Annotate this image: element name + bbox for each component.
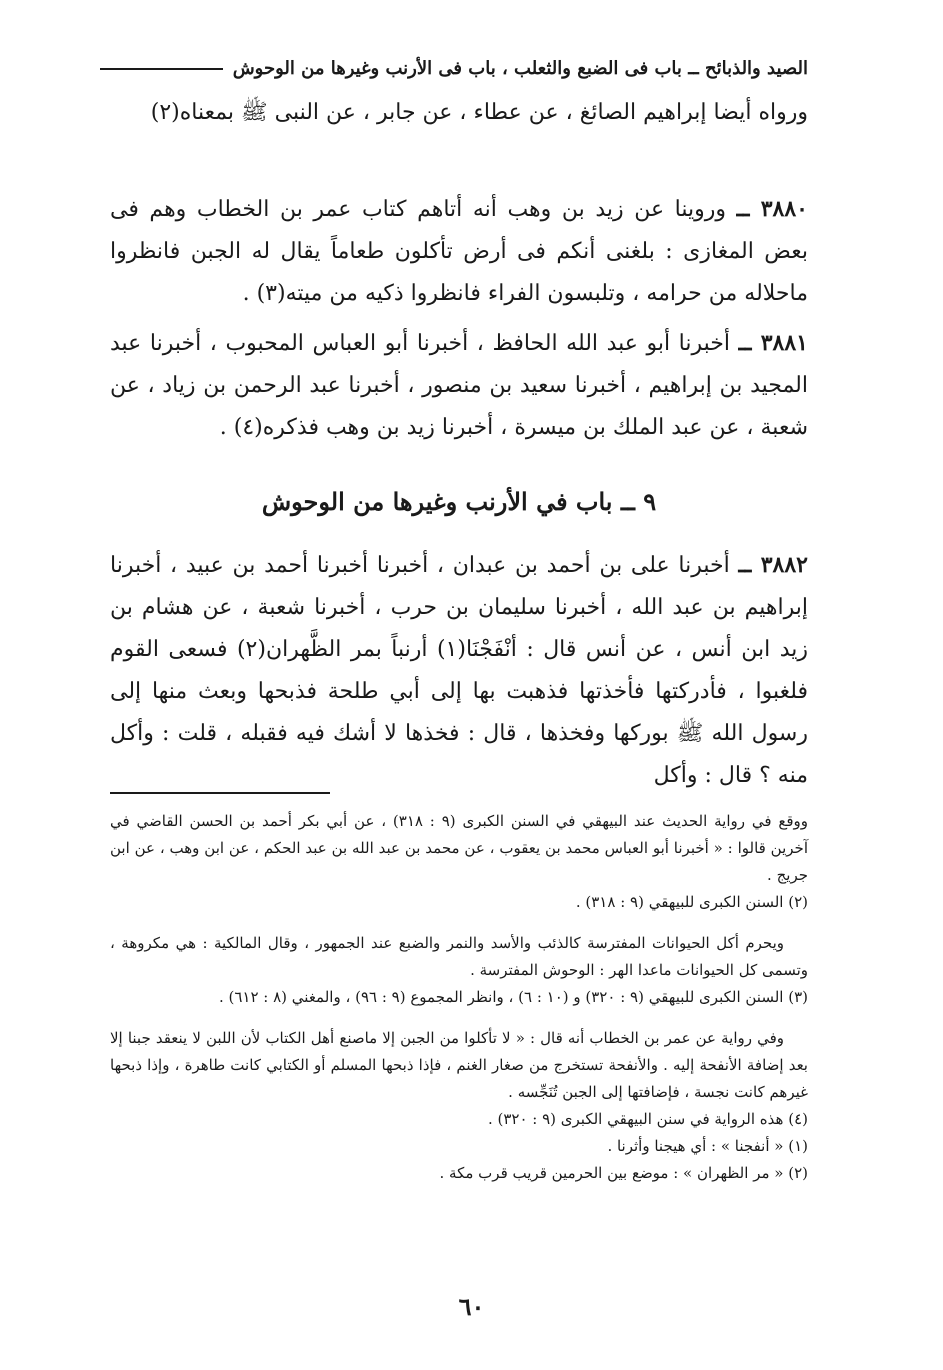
footnote: (١) « أنفجنا » : أي هيجنا وأثرنا .	[607, 1137, 808, 1155]
hadith-text: أخبرنا على بن أحمد بن عبدان ، أخبرنا أخبرنا أحمد بن عبيد ، أخبرنا إبراهيم بن عبد الله ، أخبرنا سليمان بن حرب ، أخبرنا شعبة ، عن هشام بن زيد ابن أنس ، عن أنس قال : أنْفَجْنَا(١) أرنباً بمر الظَّهران(٢) فسعى القوم فلغبوا ، فأدركتها فأخذتها فذهبت بها إلى أبي طلحة فذبحها وبعث منها إلى رسول الله ﷺ بوركها وفخذها ، قال : فخذها لا أشك فيه فقبله ، قلت : وأكل منه ؟ قال : وأكل	[110, 553, 808, 788]
header-rule	[100, 68, 223, 70]
page-number: ٦٠	[458, 1292, 485, 1321]
running-header	[100, 58, 808, 79]
footnote: ويحرم أكل الحيوانات المفترسة كالذئب والأسد والنمر والضبع عند الجمهور ، وقال المالكية : هي مكروهة ، وتسمى كل الحيوانات ماعدا الهر : الوحوش المفترسة .	[110, 934, 808, 979]
footnotes	[110, 808, 808, 1187]
footnote: (٣) السنن الكبرى للبيهقي (٩ : ٣٢٠) و (١٠ : ٦) ، وانظر المجموع (٩ : ٩٦) ، والمغني (٨ : ٦١٢) .	[218, 988, 808, 1006]
hadith-3882	[110, 544, 808, 797]
footnote: ووقع في رواية الحديث عند البيهقي في السنن الكبرى (٩ : ٣١٨) ، عن أبي بكر أحمد بن الحسن القاضي في آخرين قالوا : « أخبرنا أبو العباس محمد بن يعقوب ، عن محمد بن عبد الله بن عبد الحكم ، عن ابن وهب ، عن ابن جريج .	[110, 812, 808, 884]
hadith-3880	[110, 188, 808, 315]
chapter-heading: ٩ ــ باب في الأرنب وغيرها من الوحوش	[261, 487, 657, 516]
footnote: (٤) هذه الرواية في سنن البيهقي الكبرى (٩ : ٣٢٠) .	[487, 1110, 808, 1128]
hadith-text: وروينا عن زيد بن وهب أنه أتاهم كتاب عمر بن الخطاب وهم فى بعض المغازى : بلغنى أنكم فى أرض تأكلون طعاماً يقال له الجبن فانظروا ماحلاله من حرامه ، وتلبسون الفراء فانظروا ذكيه من ميته(٣) .	[110, 197, 808, 306]
intro-paragraph	[110, 92, 808, 134]
hadith-number: ٣٨٨١ ــ	[738, 330, 808, 356]
hadith-number: ٣٨٨٢ ــ	[738, 552, 808, 578]
intro-text: ورواه أيضا إبراهيم الصائغ ، عن عطاء ، عن جابر ، عن النبى ﷺ بمعناه(٢)	[150, 100, 808, 125]
hadith-text: أخبرنا أبو عبد الله الحافظ ، أخبرنا أبو العباس المحبوب ، أخبرنا عبد المجيد بن إبراهيم ، أخبرنا سعيد بن منصور ، أخبرنا عبد الرحمن بن زياد ، عن شعبة ، عن عبد الملك بن ميسرة ، أخبرنا زيد بن وهب فذكره(٤) .	[110, 331, 808, 440]
hadith-number: ٣٨٨٠ ــ	[736, 196, 808, 222]
footnote: وفي رواية عن عمر بن الخطاب أنه قال : « لا تأكلوا من الجبن إلا ماصنع أهل الكتاب لأن اللبن لا ينعقد جبنا إلا بعد إضافة الأنفحة إليه . والأنفحة تستخرج من صغار الغنم ، فإذا ذبحها المسلم أو الكتابي كانت طاهرة ، وإذا ذبحها غيرهم كانت نجسة ، فإضافتها إلى الجبن تُنَجِّسه .	[110, 1029, 808, 1101]
footnote: (٢) السنن الكبرى للبيهقي (٩ : ٣١٨) .	[575, 893, 808, 911]
footnote-rule	[110, 792, 330, 794]
footnote: (٢) « مر الظهران » : موضع بين الحرمين قريب قرب مكة .	[439, 1164, 808, 1182]
running-title: الصيد والذبائح ــ باب فى الضبع والثعلب ، باب فى الأرنب وغيرها من الوحوش	[232, 58, 808, 79]
hadith-3881	[110, 322, 808, 449]
